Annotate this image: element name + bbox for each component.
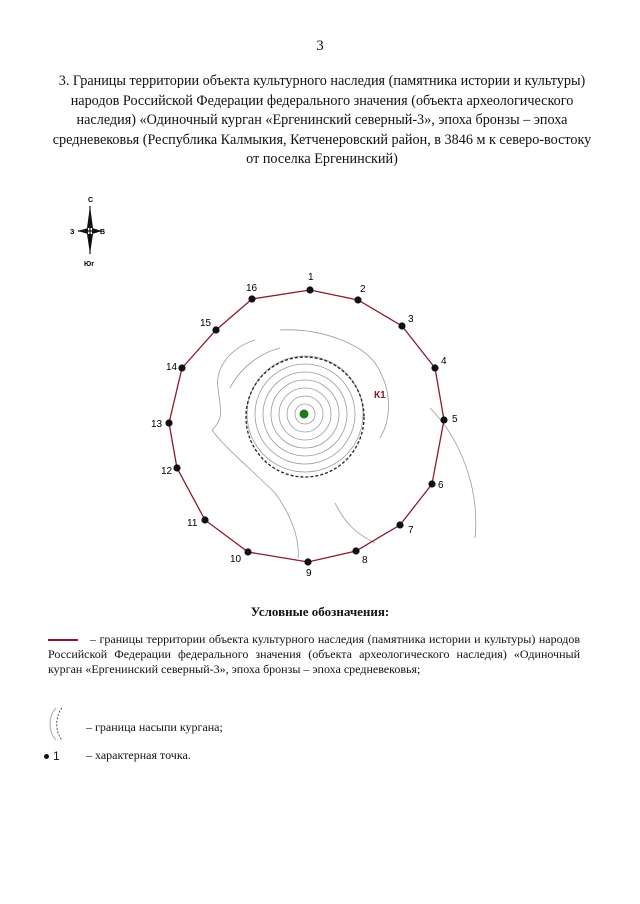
legend-boundary-text: – границы территории объекта культурного наследия (памятника истории и культуры) народов Российской Федерации федерального значения (объекта археологического наследия) «Одиночный курган «Ергенинский северный-3», эпоха бронзы – эпоха средневековья; bbox=[48, 632, 580, 676]
boundary-points bbox=[151, 272, 458, 579]
boundary-point-label-11: 11 bbox=[187, 518, 198, 529]
legend-mound-swatch bbox=[42, 706, 76, 742]
compass-north: С bbox=[88, 197, 94, 204]
boundary-point-8 bbox=[352, 547, 359, 554]
compass-rose-icon bbox=[66, 190, 118, 270]
boundary-point-10 bbox=[244, 548, 251, 555]
compass-south: Юг bbox=[84, 261, 95, 268]
boundary-point-1 bbox=[306, 286, 313, 293]
legend-point-swatch: 1 bbox=[44, 749, 60, 763]
boundary-point-6 bbox=[428, 480, 435, 487]
compass-west: З bbox=[70, 229, 75, 236]
page-number: 3 bbox=[316, 38, 324, 54]
boundary-point-4 bbox=[431, 364, 438, 371]
boundary-point-label-9: 9 bbox=[306, 568, 312, 579]
legend-point-text: – характерная точка. bbox=[86, 748, 191, 762]
legend-dot-icon bbox=[44, 754, 49, 759]
mound-label: К1 bbox=[374, 390, 386, 401]
section-title: 3. Границы территории объекта культурного наследия (памятника истории и культуры) народов Российской Федерации федерального значения (объекта археологического наследия) «Одиночный курган «Ергенинский северный-3», эпоха бронзы – эпоха средневековья (Республика Калмыкия, Кетченеровский район, в 3846 м к северо-востоку от поселка Ергенинский) bbox=[52, 73, 592, 167]
boundary-point-2 bbox=[354, 296, 361, 303]
boundary-point-12 bbox=[173, 464, 180, 471]
legend-title: Условные обозначения: bbox=[250, 604, 390, 619]
boundary-point-16 bbox=[248, 295, 255, 302]
boundary-point-label-5: 5 bbox=[452, 414, 458, 425]
boundary-point-7 bbox=[396, 521, 403, 528]
compass-east: В bbox=[100, 229, 106, 236]
legend-mound-text: – граница насыпи кургана; bbox=[86, 720, 223, 734]
boundary-point-label-3: 3 bbox=[408, 314, 414, 325]
site-plan-map bbox=[130, 268, 490, 588]
boundary-point-13 bbox=[165, 419, 172, 426]
boundary-point-label-1: 1 bbox=[308, 272, 314, 283]
mound-center-point bbox=[300, 410, 309, 419]
boundary-point-15 bbox=[212, 326, 219, 333]
terrain-contours bbox=[212, 330, 476, 558]
boundary-point-label-8: 8 bbox=[362, 555, 368, 566]
boundary-point-5 bbox=[440, 416, 447, 423]
boundary-point-3 bbox=[398, 322, 405, 329]
boundary-point-label-4: 4 bbox=[441, 356, 447, 367]
boundary-point-label-2: 2 bbox=[360, 284, 366, 295]
boundary-point-label-6: 6 bbox=[438, 480, 444, 491]
boundary-point-label-14: 14 bbox=[166, 362, 178, 373]
boundary-point-label-12: 12 bbox=[161, 466, 173, 477]
boundary-point-label-16: 16 bbox=[246, 283, 258, 294]
boundary-point-label-13: 13 bbox=[151, 419, 163, 430]
boundary-point-label-7: 7 bbox=[408, 525, 414, 536]
boundary-point-14 bbox=[178, 364, 185, 371]
boundary-point-11 bbox=[201, 516, 208, 523]
boundary-point-label-10: 10 bbox=[230, 554, 242, 565]
boundary-point-label-15: 15 bbox=[200, 318, 212, 329]
boundary-point-9 bbox=[304, 558, 311, 565]
